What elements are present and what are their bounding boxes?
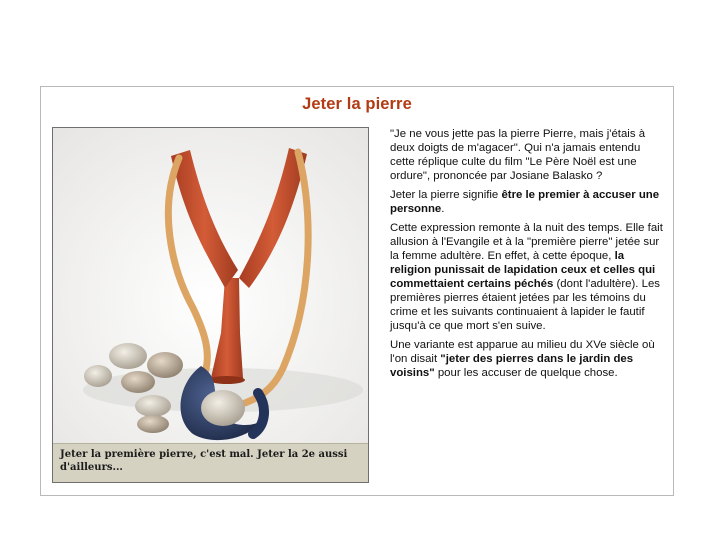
origin-highlight: la religion punissait de lapidation ceux et celles qui commettaient certains péchés	[390, 250, 656, 290]
paragraph-origin: Cette expression remonte à la nuit des temps. Elle fait allusion à l'Evangile et à la "première pierre" jetée sur la femme adultère. En effet, à cette époque, la religion punissait de lapidation ceux et celles qui commettaient certains péchés (dont l'adultère). Les premières pierres étaient jetées par les témoins du crime et les suivants continuaient à lapider le fautif jusqu'à ce que mort s'en suive.	[390, 222, 663, 332]
slingshot-photo	[53, 128, 368, 443]
paragraph-variant: Une variante est apparue au milieu du XVe siècle où l'on disait "jeter des pierres dans le jardin des voisins" pour les accuser de quelque chose.	[390, 339, 655, 379]
variant-highlight: "jeter des pierres dans le jardin des voisins"	[390, 353, 634, 379]
article-body	[390, 127, 665, 385]
pouch-stone	[201, 390, 245, 426]
photo-frame	[52, 127, 369, 483]
definition-highlight: être le premier à accuser une personne	[390, 189, 660, 215]
photo-caption: Jeter la première pierre, c'est mal. Jeter la 2e aussi d'ailleurs...	[53, 443, 368, 482]
article-card	[40, 86, 674, 496]
article-title: Jeter la pierre	[302, 95, 412, 113]
paragraph-intro: "Je ne vous jette pas la pierre Pierre, mais j'étais à deux doigts de m'agacer". Qui n'a jamais entendu cette réplique culte du film "Le Père Noël est une ordure", prononcée par Josiane Balasko ?	[390, 128, 646, 182]
paragraph-definition: Jeter la pierre signifie être le premier à accuser une personne.	[390, 189, 660, 215]
